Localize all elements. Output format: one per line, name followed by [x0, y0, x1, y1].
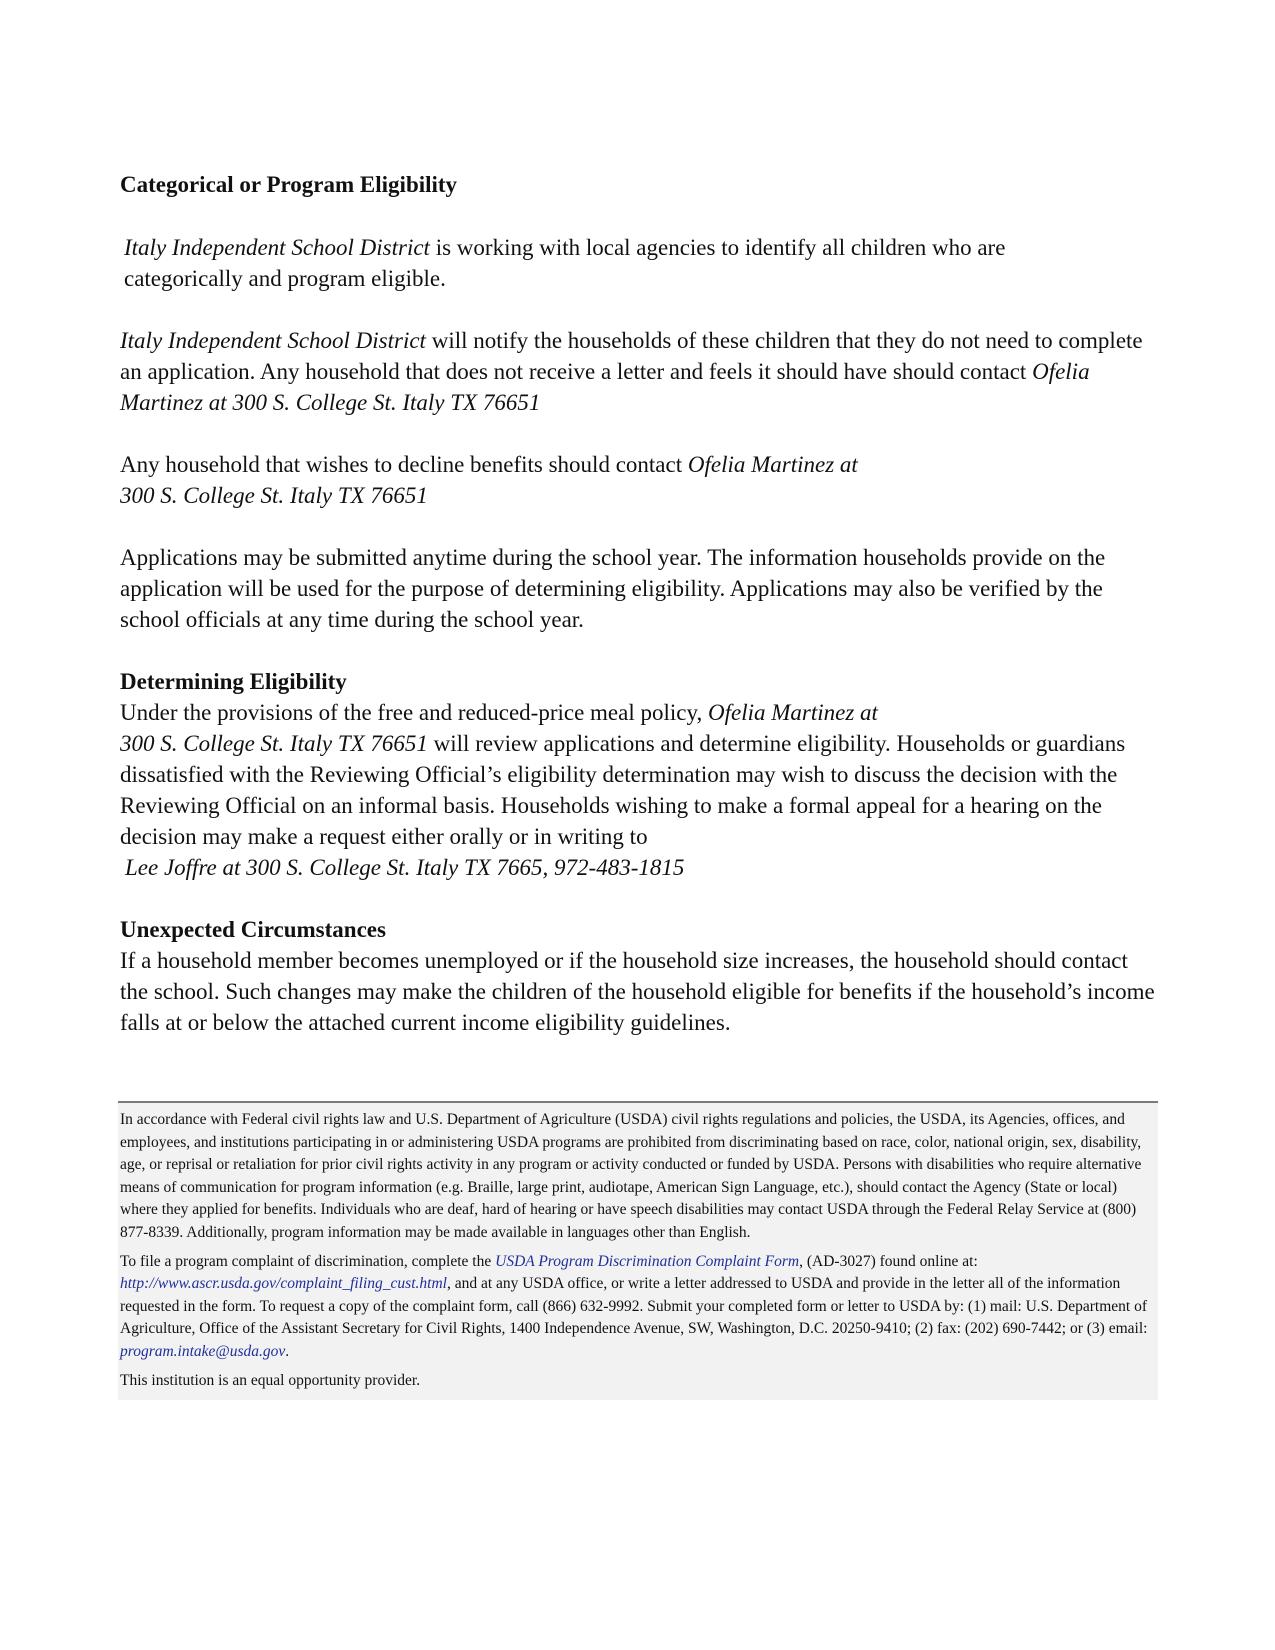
notice-equal-opportunity: This institution is an equal opportunity provider. [120, 1371, 421, 1389]
paragraph-text: Any household that wishes to decline benefits should contact [120, 452, 688, 477]
contact-name: Ofelia Martinez at [687, 452, 858, 477]
section-determining-eligibility [120, 666, 1160, 883]
contact-address: 300 S. College St. Italy TX 76651 [120, 483, 428, 508]
paragraph-agencies [124, 232, 1124, 294]
district-name: Italy Independent School District [124, 235, 430, 260]
paragraph-text: Under the provisions of the free and reduced-price meal policy, [120, 700, 708, 725]
contact-info: Ofelia Martinez at 300 S. College St. Italy TX 76651 [120, 359, 1090, 415]
nondiscrimination-notice [118, 1101, 1158, 1400]
paragraph-decline [120, 449, 858, 511]
section-unexpected-circumstances [120, 914, 1160, 1038]
notice-complaint [120, 1251, 1154, 1364]
email-link[interactable]: program.intake@usda.gov [120, 1342, 286, 1360]
notice-civil-rights: In accordance with Federal civil rights law and U.S. Department of Agriculture (USDA) civil rights regulations and policies, the USDA, its Agencies, offices, and employees, and institutions participating in or administering USDA programs are prohibited from discriminating based on race, color, national origin, sex, disability, age, or reprisal or retaliation for prior civil rights activity in any program or activity conducted or funded by USDA. Persons with disabilities who require alternative means of communication for program information (e.g. Braille, large print, audiotape, American Sign Language, etc.), should contact the Agency (State or local) where they applied for benefits. Individuals who are deaf, hard of hearing or have speech disabilities may contact USDA through the Federal Relay Service at (800) 877-8339. Additionally, program information may be made available in languages other than English. [120, 1111, 1142, 1241]
heading-determining-eligibility: Determining Eligibility [120, 669, 347, 694]
paragraph-applications: Applications may be submitted anytime during the school year. The information households provide on the application will be used for the purpose of determining eligibility. Applications may also be verified by the school officials at any time during the school year. [120, 545, 1106, 632]
paragraph-text: will review applications and determine eligibility. Households or guardians dissatisfied with the Reviewing Official’s eligibility determination may wish to discuss the decision with the Reviewing Official on an informal basis. Households wishing to make a formal appeal for a hearing on the decision may make a request either orally or in writing to [120, 731, 1126, 849]
complaint-form-link[interactable]: USDA Program Discrimination Complaint Form [495, 1252, 800, 1270]
heading-unexpected-circumstances: Unexpected Circumstances [120, 917, 386, 942]
notice-text: To file a program complaint of discrimination, complete the [120, 1252, 496, 1270]
district-name: Italy Independent School District [120, 328, 426, 353]
notice-text: . [285, 1342, 290, 1360]
paragraph-text: is working with local agencies to identify all children who are categorically and program eligible. [124, 235, 1006, 291]
appeal-contact: Lee Joffre at 300 S. College St. Italy TX 7665, 972-483-1815 [125, 855, 685, 880]
paragraph-text: will notify the households of these children that they do not need to complete an application. Any household that does not receive a letter and feels it should have should contact [120, 328, 1143, 384]
contact-name: Ofelia Martinez at [707, 700, 878, 725]
heading-categorical-eligibility: Categorical or Program Eligibility [120, 172, 458, 197]
paragraph-review [120, 697, 1160, 883]
paragraph-circumstances: If a household member becomes unemployed or if the household size increases, the household should contact the school. Such changes may make the children of the household eligible for benefits if the household’s income falls at or below the attached current income eligibility guidelines. [120, 948, 1155, 1035]
contact-address: 300 S. College St. Italy TX 76651 [120, 731, 428, 756]
paragraph-notify [120, 325, 1160, 418]
complaint-url-link[interactable]: http://www.ascr.usda.gov/complaint_filing_cust.html [120, 1275, 447, 1293]
notice-text: , and at any USDA office, or write a letter addressed to USDA and provide in the letter all of the information requested in the form. To request a copy of the complaint form, call (866) 632-9992. Submit your completed form or letter to USDA by: (1) mail: U.S. Department of Agriculture, Office of the Assistant Secretary for Civil Rights, 1400 Independence Avenue, SW, Washington, D.C. 20250-9410; (2) fax: (202) 690-7442; or (3) email: [120, 1275, 1148, 1338]
notice-text: , (AD-3027) found online at: [799, 1252, 978, 1270]
